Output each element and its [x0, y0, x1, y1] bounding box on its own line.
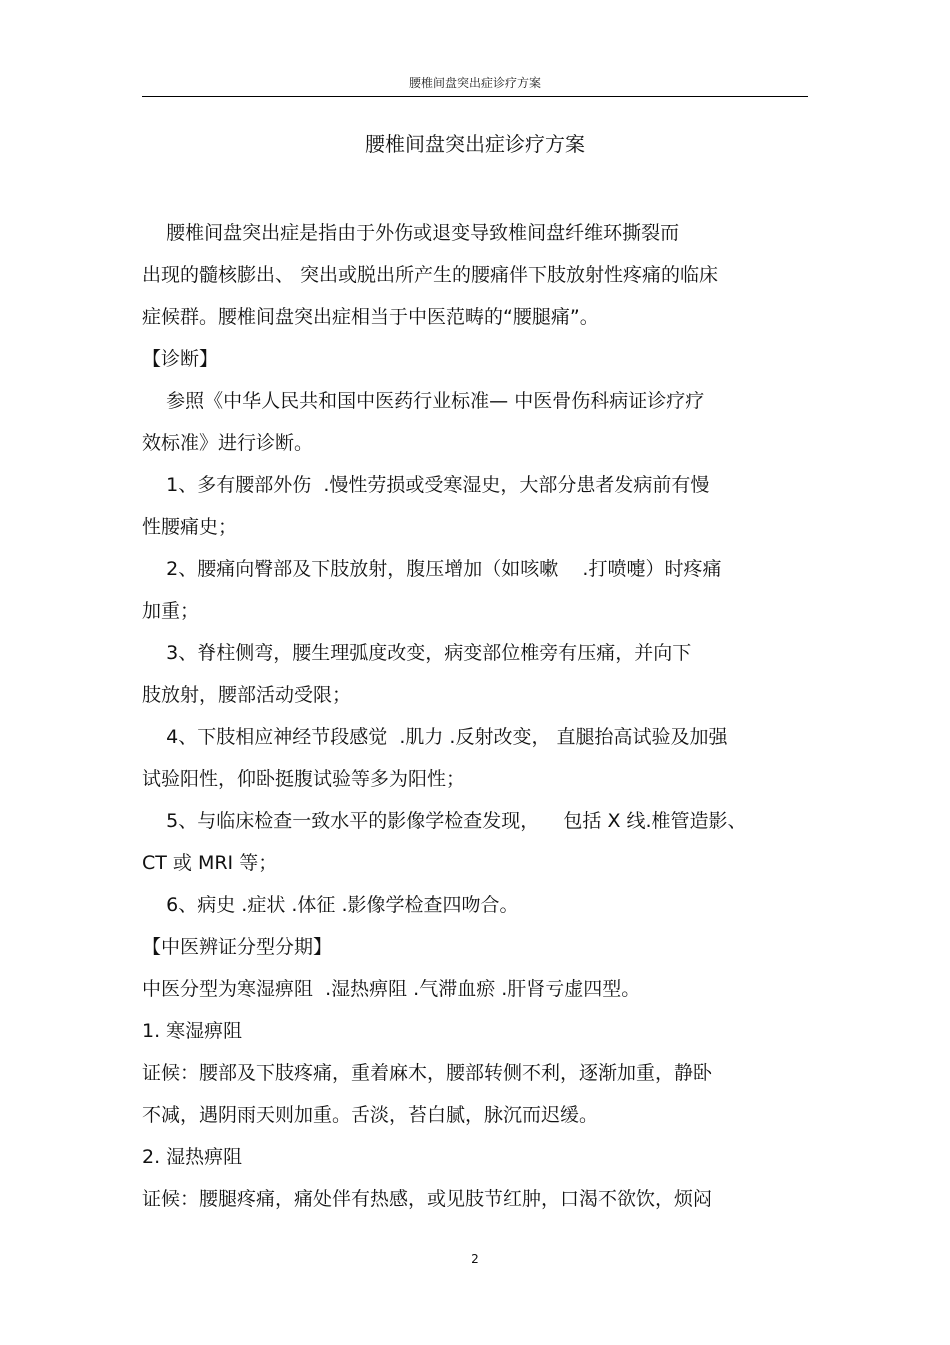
body-line: 参照《中华人民共和国中医药行业标准— 中医骨伤科病证诊疗疗 [142, 390, 705, 412]
body-line: 证候：腰腿疼痛，痛处伴有热感，或见肢节红肿，口渴不欲饮，烦闷 [142, 1188, 713, 1210]
list-item-line: 5、与临床检查一致水平的影像学检查发现， 包括 X 线.椎管造影、 [142, 810, 747, 832]
subsection-heading: 2. 湿热痹阻 [142, 1146, 243, 1168]
page-number: 2 [471, 1252, 479, 1266]
document-title: 腰椎间盘突出症诊疗方案 [365, 132, 585, 156]
body-line: 中医分型为寒湿痹阻 .湿热痹阻 .气滞血瘀 .肝肾亏虚四型。 [142, 978, 641, 1000]
body-line: 腰椎间盘突出症是指由于外伤或退变导致椎间盘纤维环撕裂而 [142, 222, 680, 244]
body-line: 症候群。腰椎间盘突出症相当于中医范畴的“腰腿痛”。 [142, 306, 599, 328]
list-item-line: 肢放射，腰部活动受限； [142, 684, 352, 706]
list-item-line: 试验阳性，仰卧挺腹试验等多为阳性； [142, 768, 466, 790]
list-item-line: 3、脊柱侧弯，腰生理弧度改变，病变部位椎旁有压痛，并向下 [142, 642, 692, 664]
list-item-line: 4、下肢相应神经节段感觉 .肌力 .反射改变， 直腿抬高试验及加强 [142, 726, 728, 748]
list-item-line: 2、腰痛向臀部及下肢放射，腹压增加（如咳嗽 .打喷嚏）时疼痛 [142, 558, 722, 580]
list-item-line: CT 或 MRI 等； [142, 852, 278, 874]
body-line: 证候：腰部及下肢疼痛，重着麻木，腰部转侧不利，逐渐加重，静卧 [142, 1062, 713, 1084]
subsection-heading: 1. 寒湿痹阻 [142, 1020, 243, 1042]
body-line: 出现的髓核膨出、 突出或脱出所产生的腰痛伴下肢放射性疼痛的临床 [142, 264, 719, 286]
section-heading: 【中医辨证分型分期】 [142, 936, 333, 958]
list-item-line: 加重； [142, 600, 200, 622]
body-line: 效标准》进行诊断。 [142, 432, 314, 454]
body-line: 不减，遇阴雨天则加重。舌淡，苔白腻，脉沉而迟缓。 [142, 1104, 599, 1126]
list-item-line: 6、病史 .症状 .体征 .影像学检查四吻合。 [142, 894, 519, 916]
list-item-line: 1、多有腰部外伤 .慢性劳损或受寒湿史，大部分患者发病前有慢 [142, 474, 710, 496]
list-item-line: 性腰痛史； [142, 516, 238, 538]
running-header: 腰椎间盘突出症诊疗方案 [408, 76, 541, 90]
section-heading: 【诊断】 [142, 348, 219, 370]
header-rule [142, 96, 808, 97]
